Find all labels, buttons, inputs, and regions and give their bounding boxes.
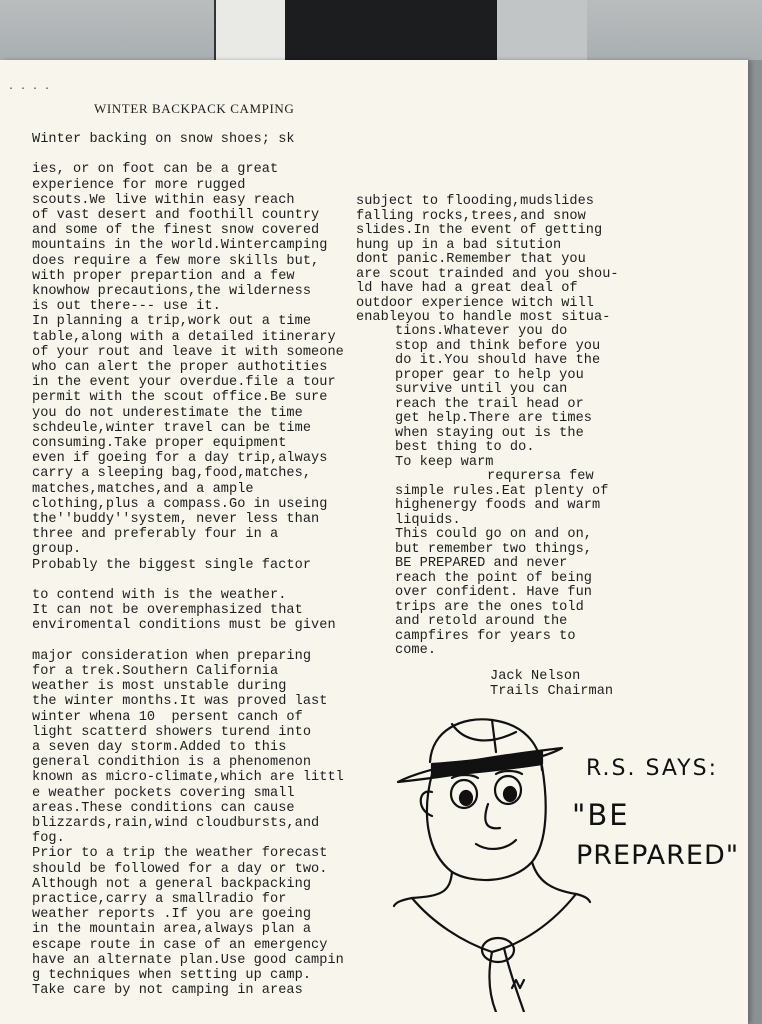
text-line: stop and think before you xyxy=(395,338,601,354)
text-line: campfires for years to xyxy=(395,628,576,644)
text-line: consuming.Take proper equipment xyxy=(32,436,287,451)
text-line: liquids. xyxy=(395,512,461,528)
text-line: outdoor experience witch will xyxy=(356,295,595,311)
text-line: blizzards,rain,wind cloudbursts,and xyxy=(32,816,320,831)
collar-left xyxy=(394,872,452,906)
nose xyxy=(485,804,500,828)
margin-marks: · · · · xyxy=(8,84,51,95)
text-line: three and preferably four in a xyxy=(32,527,279,543)
text-line: a seven day storm.Added to this xyxy=(32,740,287,755)
text-line: carry a sleeping bag,food,matches, xyxy=(32,466,312,482)
text-line: slides.In the event of getting xyxy=(356,223,603,238)
text-line: come. xyxy=(395,643,437,658)
text-line: subject to flooding,mudslides xyxy=(356,194,595,209)
cartoon-be-text: "BE xyxy=(572,798,630,832)
text-line: and retold around the xyxy=(395,614,568,629)
text-line: should be followed for a day or two. xyxy=(32,861,328,877)
text-line: practice,carry a smallradio for xyxy=(32,892,287,907)
text-line: Winter backing on snow shoes; sk xyxy=(32,132,295,147)
text-line: do it.You should have the xyxy=(395,353,601,368)
scan-light-patch xyxy=(216,0,286,62)
text-line: experience for more rugged xyxy=(32,177,246,193)
text-line: of your rout and leave it with someone xyxy=(32,344,344,360)
text-line: general condithion is a phenomenon xyxy=(32,755,312,771)
text-line: permit with the scout office.Be sure xyxy=(32,390,328,406)
text-line: hung up in a bad sitution xyxy=(356,237,562,253)
text-line: you do not underestimate the time xyxy=(32,405,303,421)
text-line: does require a few more skills but, xyxy=(32,253,320,269)
text-line: simple rules.Eat plenty of xyxy=(395,483,609,499)
text-line: falling rocks,trees,and snow xyxy=(356,208,586,224)
cartoon-prepared-text: PREPARED" xyxy=(576,840,740,871)
scanner-background xyxy=(0,0,762,62)
text-line: who can alert the proper authotities xyxy=(32,360,328,375)
text-line: ld have had a great deal of xyxy=(356,281,578,296)
page-title: WINTER BACKPACK CAMPING xyxy=(94,101,295,116)
text-line: enableyou to handle most situa- xyxy=(356,310,611,325)
collar-right xyxy=(532,862,590,902)
text-line: schdeule,winter travel can be time xyxy=(32,420,312,436)
text-line: It can not be overemphasized that xyxy=(32,603,303,619)
text-line: escape route in case of an emergency xyxy=(32,937,328,953)
text-line: of vast desert and foothill country xyxy=(32,208,320,223)
text-line: survive until you can xyxy=(395,382,568,397)
text-line: known as micro-climate,which are littl xyxy=(32,770,344,786)
text-line: with proper prepartion and a few xyxy=(32,268,295,284)
text-line: reach the point of being xyxy=(395,570,592,586)
text-line: matches,matches,and a ample xyxy=(32,481,254,497)
text-line: proper gear to help you xyxy=(395,367,584,383)
text-line: dont panic.Remember that you xyxy=(356,252,586,267)
text-line: is out there--- use it. xyxy=(32,299,221,315)
text-line: the''buddy''system, never less than xyxy=(32,512,320,527)
text-line: highenergy foods and warm xyxy=(395,498,601,513)
scout-cartoon-drawing xyxy=(392,712,592,1012)
text-line: have an alternate plan.Use good campin xyxy=(32,952,344,968)
text-line: g techniques when setting up camp. xyxy=(32,968,312,983)
text-line: Probably the biggest single factor xyxy=(32,557,312,573)
text-line: areas.These conditions can cause xyxy=(32,800,295,816)
text-line: when staying out is the xyxy=(395,425,584,441)
text-line: ies, or on foot can be a great xyxy=(32,162,279,178)
text-line: This could go on and on, xyxy=(395,527,592,542)
text-line: enviromental conditions must be given xyxy=(32,618,336,634)
text-line: In planning a trip,work out a time xyxy=(32,314,312,330)
text-line: trips are the ones told xyxy=(395,599,584,615)
scan-dark-patch xyxy=(285,0,497,62)
text-line: major consideration when preparing xyxy=(32,648,312,664)
text-line: mountains in the world.Wintercamping xyxy=(32,238,328,254)
text-line: the winter months.It was proved last xyxy=(32,694,328,710)
text-line: get help.There are times xyxy=(395,411,592,426)
text-line: Although not a general backpacking xyxy=(32,876,312,892)
scan-gray-patch xyxy=(497,0,587,62)
text-line: clothing,plus a compass.Go in useing xyxy=(32,496,328,512)
text-line: table,along with a detailed itinerary xyxy=(32,329,336,345)
text-line: but remember two things, xyxy=(395,541,592,557)
text-line: Take care by not camping in areas xyxy=(32,983,303,999)
text-line: reach the trail head or xyxy=(395,396,584,412)
text-line: group. xyxy=(32,542,82,558)
text-line: winter whena 10 persent canch of xyxy=(32,709,303,725)
text-line: in the mountain area,always plan a xyxy=(32,922,312,938)
page-edge xyxy=(748,60,762,1024)
hat-band xyxy=(432,752,542,776)
text-line: weather reports .If you are goeing xyxy=(32,907,312,923)
text-line: fog. xyxy=(32,831,65,847)
text-line: best thing to do. xyxy=(395,440,535,455)
signature-title: Trails Chairman xyxy=(490,684,614,699)
text-line: light scatterd showers turend into xyxy=(32,724,312,740)
text-line: in the event your overdue.file a tour xyxy=(32,375,336,391)
text-line: Prior to a trip the weather forecast xyxy=(32,846,328,862)
hat-crease xyxy=(452,724,516,740)
text-line: BE PREPARED and never xyxy=(395,556,568,571)
cartoon-says-text: R.S. SAYS: xyxy=(586,756,718,781)
signature-name: Jack Nelson xyxy=(490,669,581,684)
text-line: even if goeing for a day trip,always xyxy=(32,451,328,467)
tie-right xyxy=(504,948,524,1012)
neckerchief xyxy=(412,894,576,952)
mouth xyxy=(476,840,516,849)
text-line: tions.Whatever you do xyxy=(395,324,568,339)
text-line: are scout trainded and you shou- xyxy=(356,266,619,282)
text-line: for a trek.Southern California xyxy=(32,664,279,679)
text-line: requrersa few xyxy=(487,469,594,484)
text-line: knowhow precautions,the wilderness xyxy=(32,284,312,299)
text-line: over confident. Have fun xyxy=(395,585,592,600)
text-line: to contend with is the weather. xyxy=(32,588,287,603)
text-line: To keep warm xyxy=(395,454,494,470)
text-line: e weather pockets covering small xyxy=(32,785,295,801)
text-line: and some of the finest snow covered xyxy=(32,223,320,239)
text-line: weather is most unstable during xyxy=(32,679,287,695)
text-line: scouts.We live within easy reach xyxy=(32,192,295,208)
hat-crease-center xyxy=(492,720,496,752)
